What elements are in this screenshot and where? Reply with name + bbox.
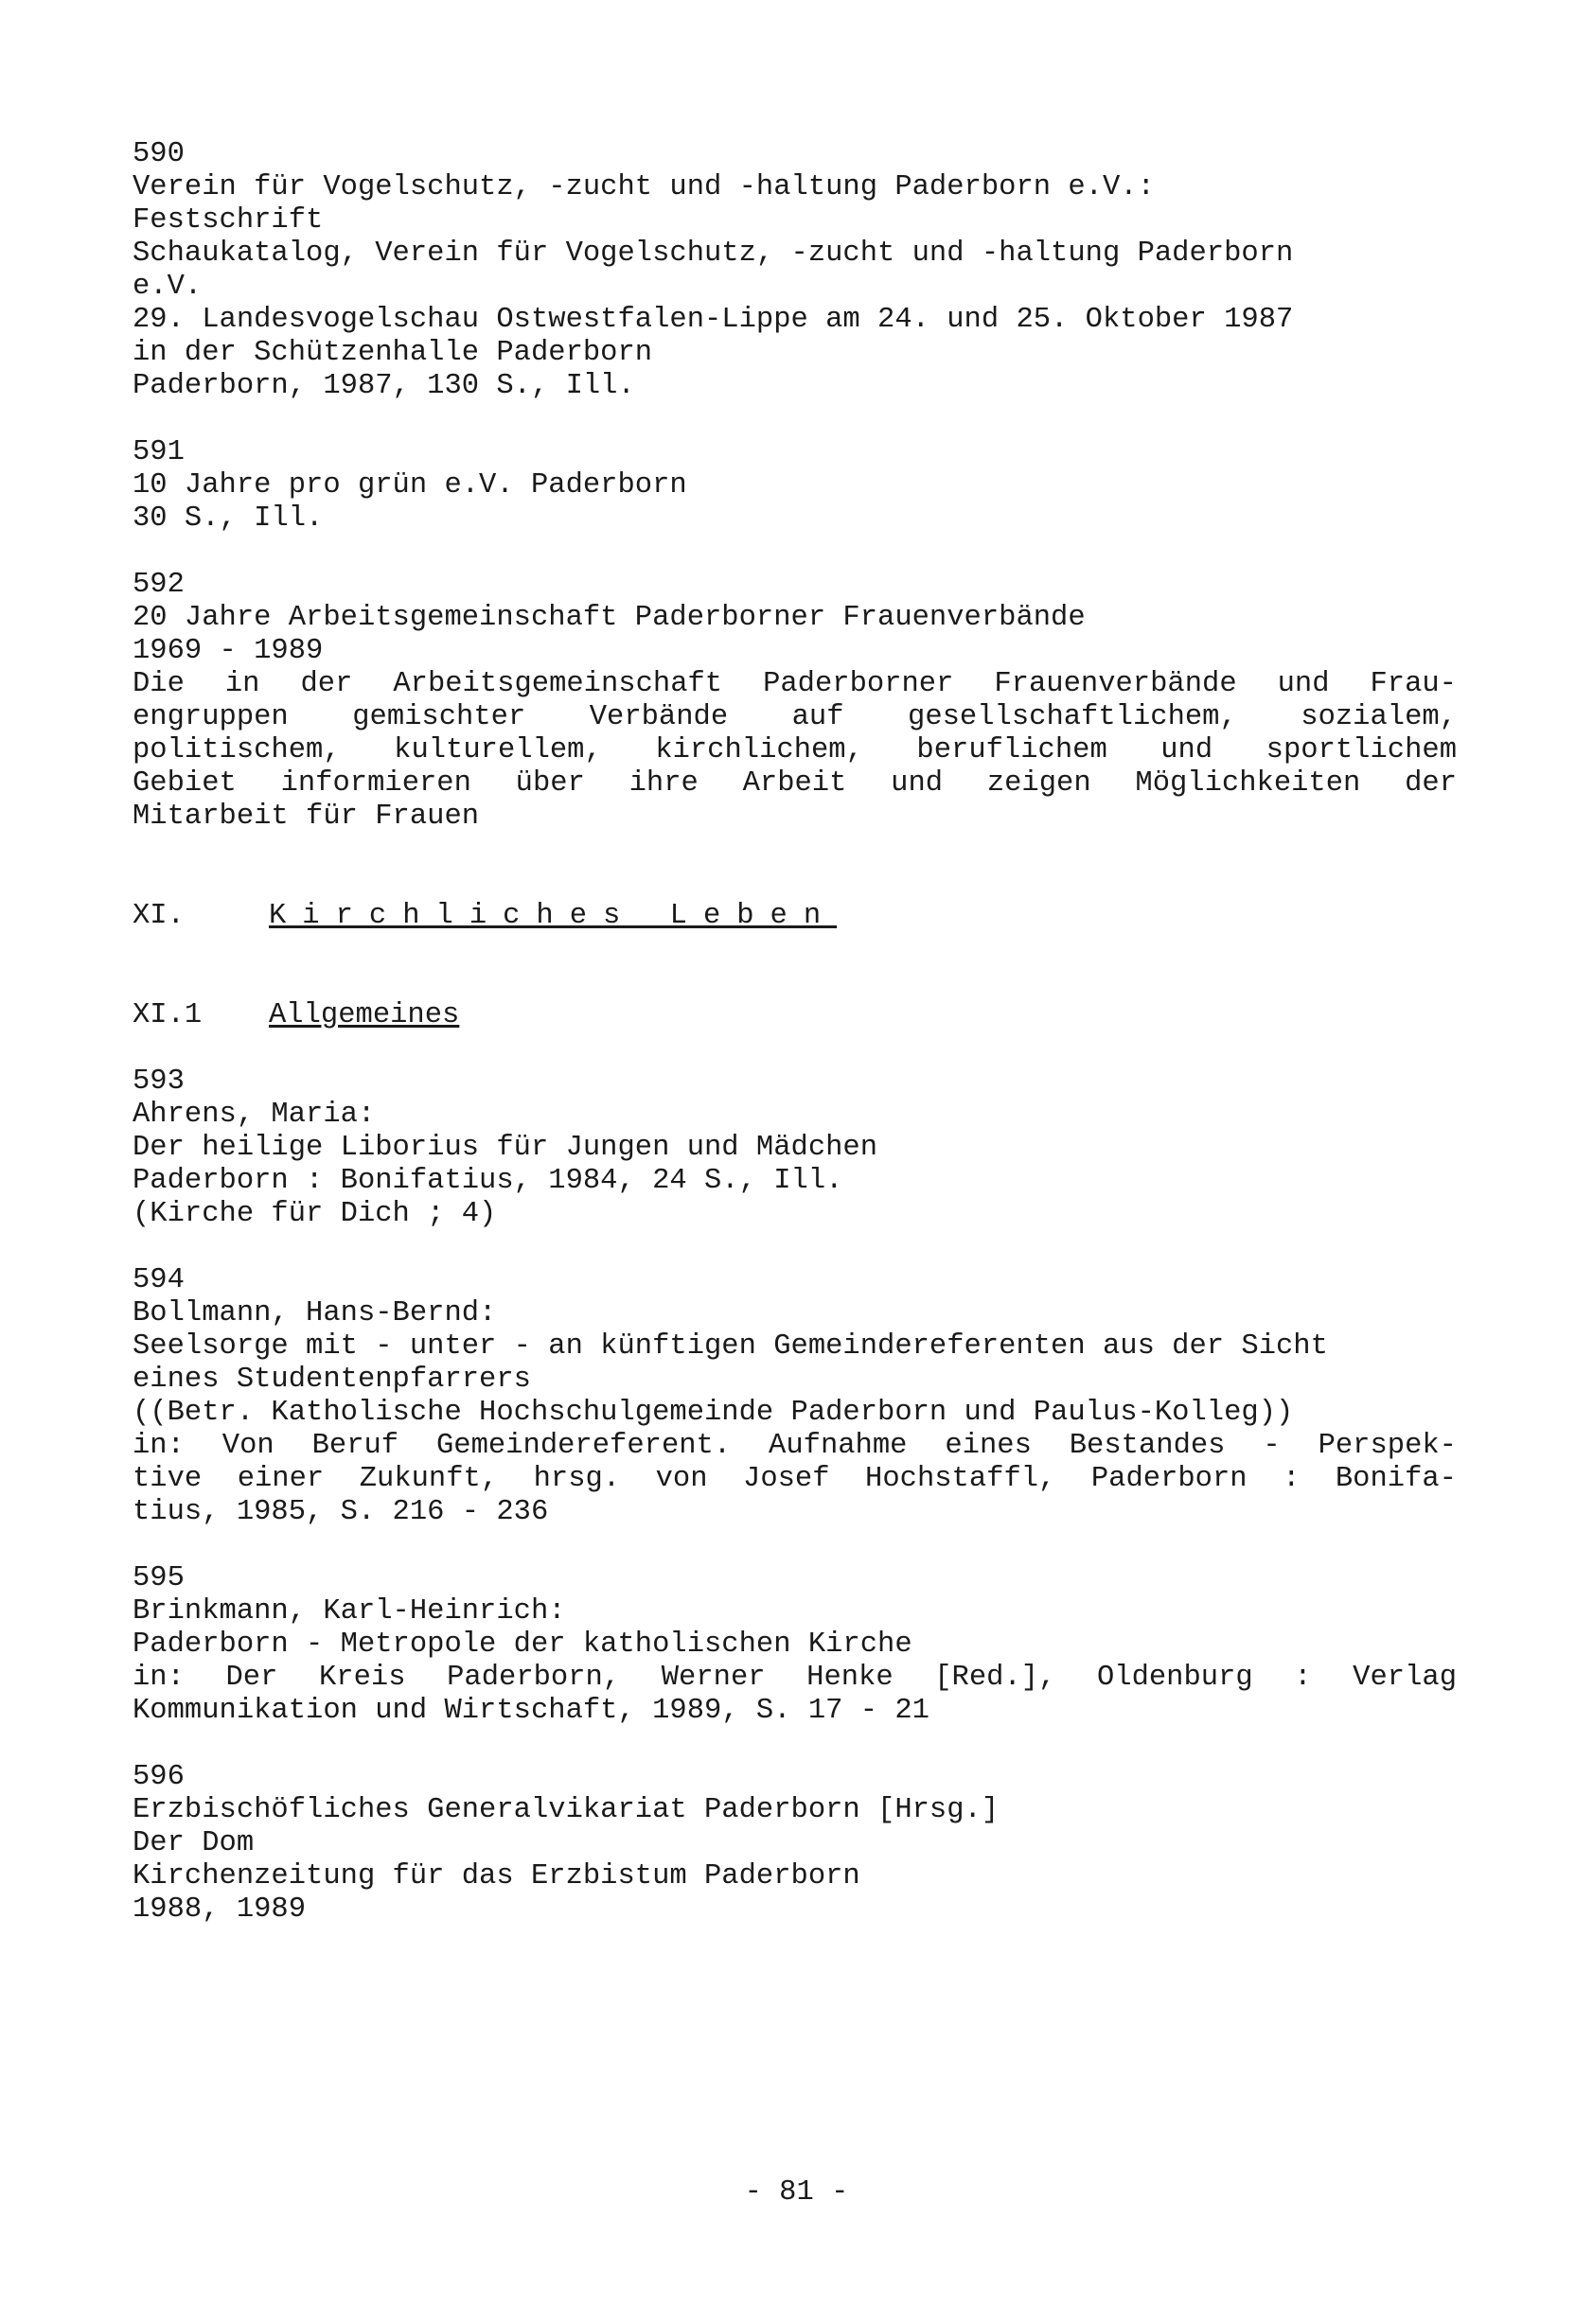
entry-line: 1988, 1989	[133, 1893, 307, 1926]
entry-line: Verein für Vogelschutz, -zucht und -haltung Paderborn e.V.:	[133, 171, 1155, 203]
entry-line: Kommunikation und Wirtschaft, 1989, S. 17 - 21	[133, 1695, 929, 1727]
document-page	[133, 138, 1477, 1960]
section-title: Kirchliches Leben	[269, 900, 838, 932]
bibliography-entry-590	[133, 138, 1477, 403]
entry-line: e.V.	[133, 271, 203, 303]
entry-line: (Kirche für Dich ; 4)	[133, 1198, 497, 1230]
entry-line: 1969 - 1989	[133, 635, 324, 667]
entry-line: Schaukatalog, Verein für Vogelschutz, -zucht und -haltung Paderborn	[133, 238, 1294, 270]
entry-number: 590	[133, 138, 185, 170]
entry-line: Bollmann, Hans-Bernd:	[133, 1297, 497, 1329]
entry-line: Paderborn, 1987, 130 S., Ill.	[133, 370, 635, 402]
entry-line: Paderborn - Metropole der katholischen Kirche	[133, 1629, 912, 1661]
entry-line: Der heilige Liborius für Jungen und Mädchen	[133, 1132, 878, 1164]
entry-line: Festschrift	[133, 204, 324, 237]
section-number: XI.	[133, 900, 185, 932]
entry-line: eines Studentenpfarrers	[133, 1364, 531, 1396]
bibliography-entry-596	[133, 1761, 1477, 1927]
bibliography-entry-591	[133, 436, 1477, 536]
entry-number: 593	[133, 1065, 185, 1098]
entry-line: Ahrens, Maria:	[133, 1099, 376, 1131]
bibliography-entry-594	[133, 1264, 1477, 1529]
entry-line: in: Von Beruf Gemeindereferent. Aufnahme eines Bestandes - Perspek-	[133, 1430, 1457, 1462]
entry-line: 20 Jahre Arbeitsgemeinschaft Paderborner Frauenverbände	[133, 602, 1086, 634]
entry-line: in: Der Kreis Paderborn, Werner Henke [Red.], Oldenburg : Verlag	[133, 1662, 1457, 1694]
subsection-title: Allgemeines	[269, 999, 460, 1031]
entry-line: Brinkmann, Karl-Heinrich:	[133, 1595, 566, 1628]
entry-number: 592	[133, 569, 185, 601]
entry-line: 10 Jahre pro grün e.V. Paderborn	[133, 469, 687, 502]
entry-line: Mitarbeit für Frauen	[133, 801, 480, 833]
entry-line: in der Schützenhalle Paderborn	[133, 337, 653, 369]
entry-line: 30 S., Ill.	[133, 502, 324, 535]
entry-line: tive einer Zukunft, hrsg. von Josef Hochstaffl, Paderborn : Bonifa-	[133, 1463, 1457, 1495]
entry-line: Gebiet informieren über ihre Arbeit und zeigen Möglichkeiten der	[133, 767, 1457, 800]
entry-line: Die in der Arbeitsgemeinschaft Paderborner Frauenverbände und Frau-	[133, 668, 1457, 700]
entry-line: tius, 1985, S. 216 - 236	[133, 1496, 549, 1528]
bibliography-entry-592	[133, 569, 1477, 834]
bibliography-entry-595	[133, 1562, 1477, 1728]
entry-line: Erzbischöfliches Generalvikariat Paderborn [Hrsg.]	[133, 1794, 1000, 1826]
subsection-heading	[133, 999, 1477, 1032]
subsection-number: XI.1	[133, 999, 203, 1031]
entry-number: 594	[133, 1264, 185, 1296]
entry-line: Der Dom	[133, 1827, 255, 1859]
entry-number: 591	[133, 436, 185, 468]
entry-number: 596	[133, 1761, 185, 1793]
entry-line: Kirchenzeitung für das Erzbistum Paderborn	[133, 1860, 860, 1893]
entry-line: engruppen gemischter Verbände auf gesellschaftlichem, sozialem,	[133, 701, 1457, 733]
entry-line: Paderborn : Bonifatius, 1984, 24 S., Ill.	[133, 1165, 843, 1197]
entry-line: Seelsorge mit - unter - an künftigen Gemeindereferenten aus der Sicht	[133, 1330, 1328, 1363]
page-number: - 81 -	[744, 2176, 849, 2209]
bibliography-entry-593	[133, 1065, 1477, 1231]
entry-number: 595	[133, 1562, 185, 1594]
entry-line: ((Betr. Katholische Hochschulgemeinde Paderborn und Paulus-Kolleg))	[133, 1397, 1294, 1429]
entry-line: politischem, kulturellem, kirchlichem, beruflichem und sportlichem	[133, 734, 1457, 766]
section-heading	[133, 900, 1477, 933]
entry-line: 29. Landesvogelschau Ostwestfalen-Lippe am 24. und 25. Oktober 1987	[133, 304, 1294, 336]
